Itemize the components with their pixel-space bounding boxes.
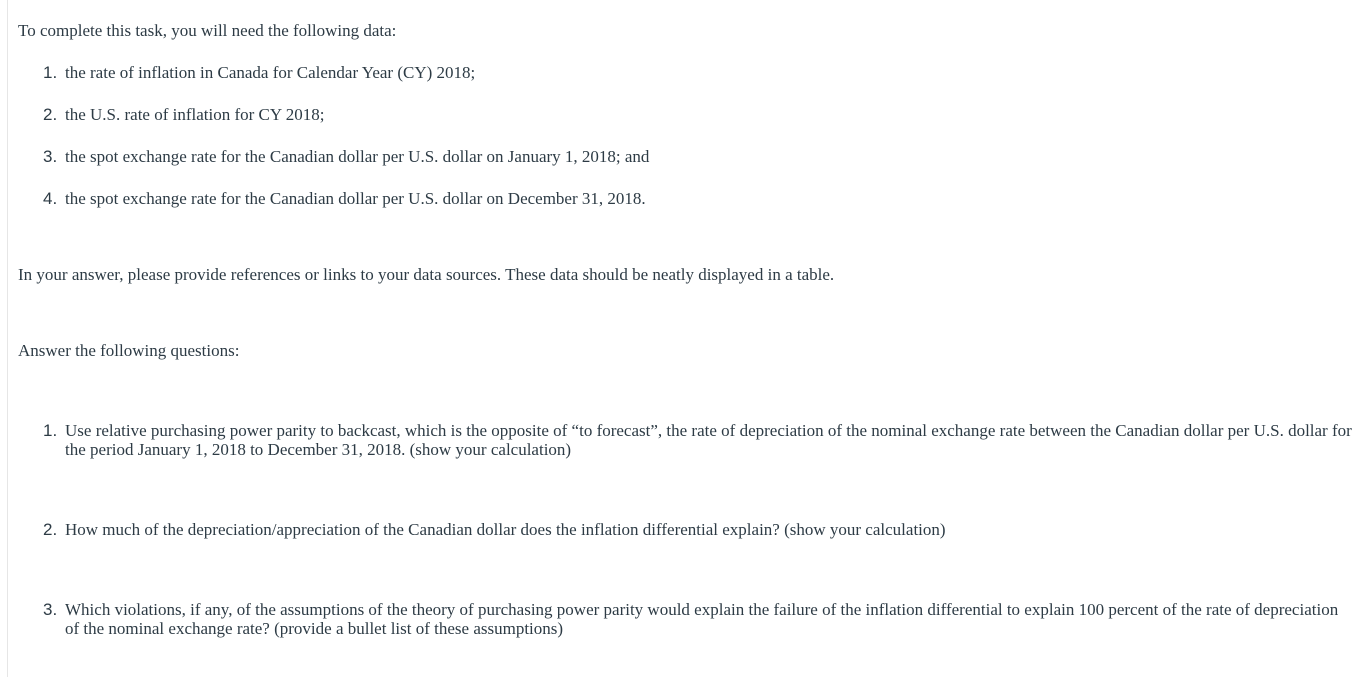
- data-list-item-1: [43, 63, 1353, 82]
- list-number: 3.: [43, 147, 58, 166]
- question-text: How much of the depreciation/appreciation of the Canadian dollar does the inflation differential explain? (show your calculation): [65, 520, 946, 539]
- question-number: 3.: [43, 600, 58, 619]
- question-number: 1.: [43, 421, 58, 440]
- question-item-2: [43, 520, 1353, 539]
- questions-intro: Answer the following questions:: [18, 341, 240, 360]
- question-number: 2.: [43, 520, 58, 539]
- question-text: Which violations, if any, of the assumptions of the theory of purchasing power parity would explain the failure of the inflation differential to explain 100 percent of the rate of depreciation of the nominal exchange rate? (provide a bullet list of these assumptions): [65, 600, 1339, 638]
- question-item-3: [43, 600, 1353, 638]
- list-number: 4.: [43, 189, 58, 208]
- question-text: Use relative purchasing power parity to backcast, which is the opposite of “to forecast”, the rate of depreciation of the nominal exchange rate between the Canadian dollar per U.S. dollar for the period January 1, 2018 to December 31, 2018. (show your calculation): [65, 421, 1352, 459]
- content-left-border: [7, 0, 8, 677]
- data-list-item-4: [43, 189, 1353, 208]
- data-list-item-3: [43, 147, 1353, 166]
- list-text: the spot exchange rate for the Canadian dollar per U.S. dollar on December 31, 2018.: [65, 189, 646, 208]
- data-list-item-2: [43, 105, 1353, 124]
- list-text: the spot exchange rate for the Canadian dollar per U.S. dollar on January 1, 2018; and: [65, 147, 650, 166]
- list-number: 1.: [43, 63, 58, 82]
- intro-text: To complete this task, you will need the following data:: [18, 21, 397, 40]
- list-number: 2.: [43, 105, 58, 124]
- list-text: the rate of inflation in Canada for Calendar Year (CY) 2018;: [65, 63, 476, 82]
- references-note: In your answer, please provide references or links to your data sources. These data should be neatly displayed in a table.: [18, 265, 835, 284]
- list-text: the U.S. rate of inflation for CY 2018;: [65, 105, 325, 124]
- question-item-1: [43, 421, 1353, 459]
